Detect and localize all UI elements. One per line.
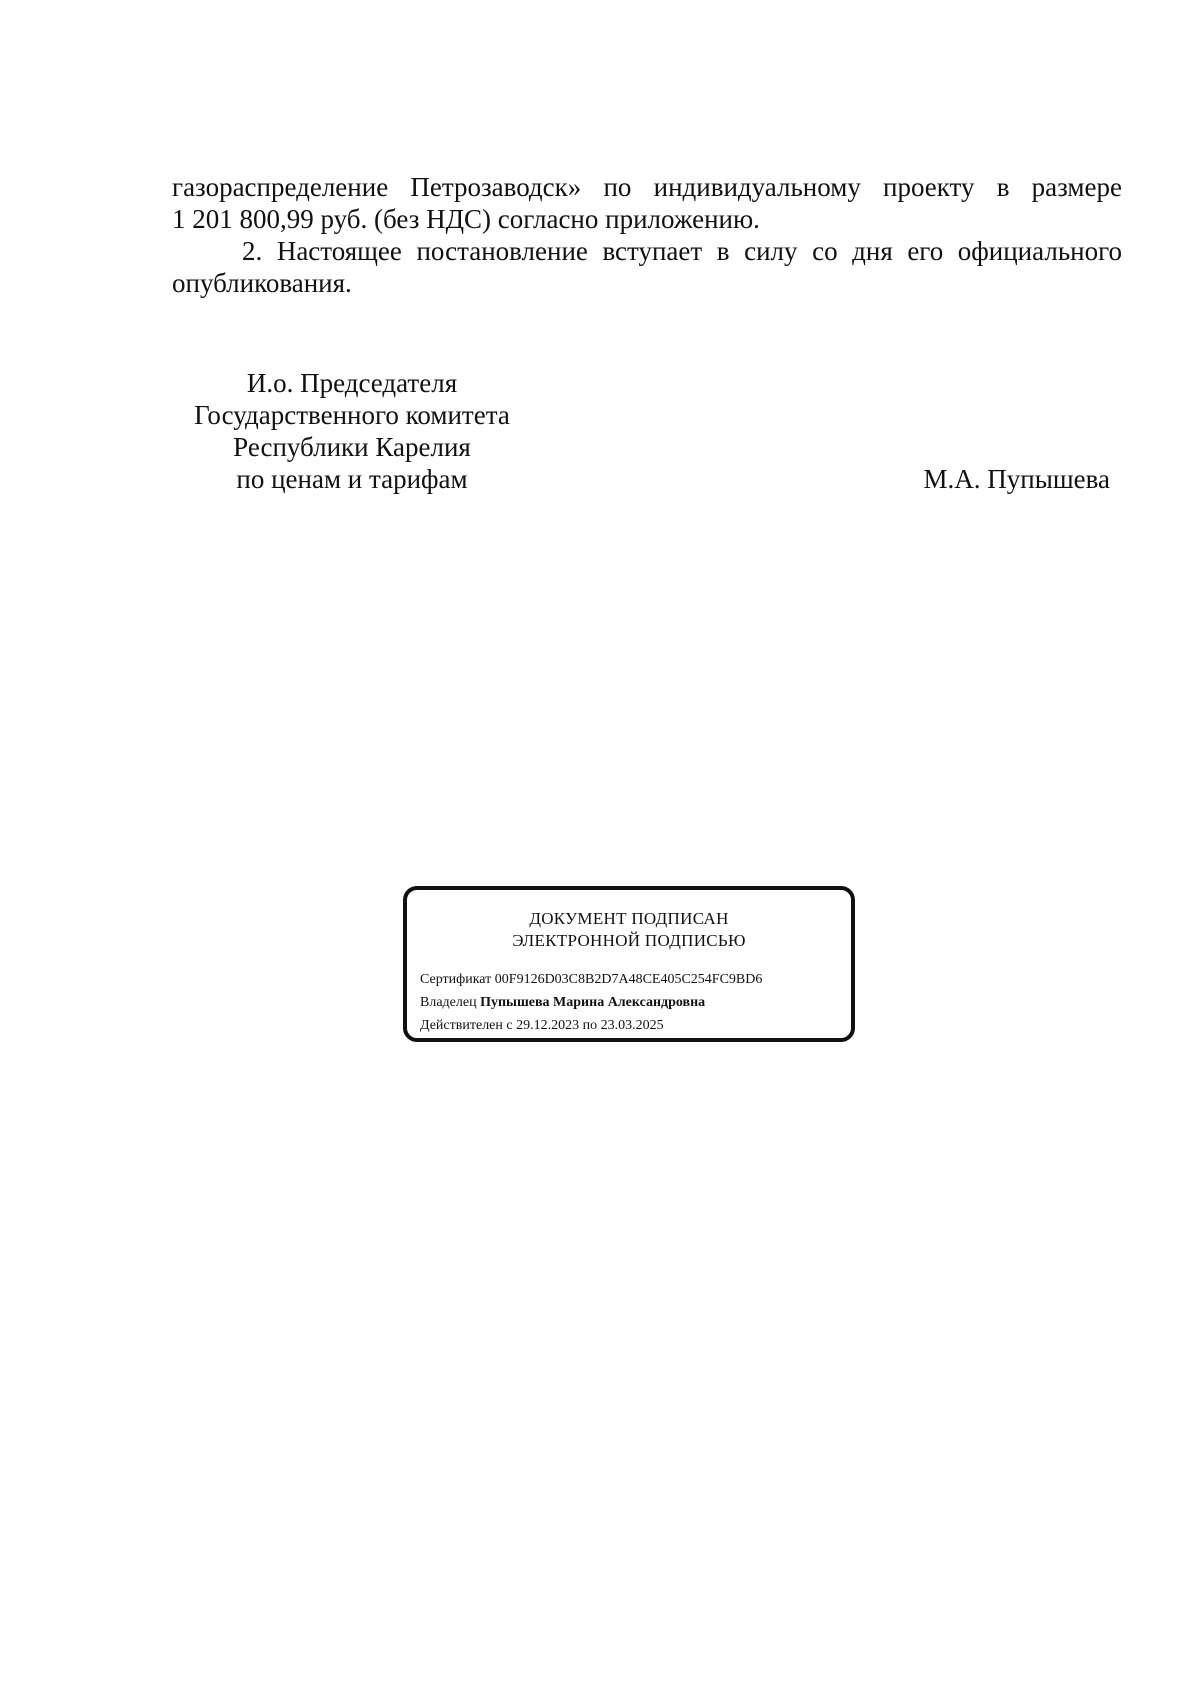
valid-to-label: по (582, 1018, 598, 1033)
stamp-heading-line-1: ДОКУМЕНТ ПОДПИСАН (529, 909, 729, 928)
certificate-value: 00F9126D03C8B2D7A48CE405C254FC9BD6 (494, 972, 763, 987)
owner-label: Владелец (420, 995, 477, 1010)
certificate-row (420, 968, 762, 991)
stamp-heading-line-2: ЭЛЕКТРОННОЙ ПОДПИСЬЮ (512, 931, 746, 950)
valid-from-label: с (506, 1018, 513, 1033)
paragraph-2: 2. Настоящее постановление вступает в силу со дня его официального опубликования. (172, 236, 1122, 298)
stamp-heading (407, 908, 851, 952)
signer-title-line-3: Республики Карелия (233, 432, 471, 462)
document-body (172, 171, 1122, 299)
owner-row (420, 991, 762, 1014)
paragraph-1-line-2: 1 201 800,99 руб. (без НДС) согласно приложению. (172, 204, 760, 234)
signer-title-line-1: И.о. Председателя (246, 368, 458, 398)
stamp-details (420, 968, 762, 1037)
signer-title-line-4: по ценам и тарифам (236, 464, 468, 494)
signer-name: М.А. Пупышева (923, 464, 1110, 494)
certificate-label: Сертификат (420, 972, 492, 987)
valid-from-date: 29.12.2023 (516, 1018, 580, 1033)
validity-row (420, 1014, 762, 1037)
owner-value: Пупышева Марина Александровна (480, 995, 706, 1010)
signer-title (172, 367, 532, 495)
valid-label: Действителен (420, 1018, 503, 1033)
paragraph-1-line-1: газораспределение Петрозаводск» по индивидуальному проекту в размере (172, 172, 1122, 202)
signer-title-line-2: Государственного комитета (194, 400, 510, 430)
electronic-signature-stamp (403, 886, 855, 1042)
valid-to-date: 23.03.2025 (600, 1018, 664, 1033)
